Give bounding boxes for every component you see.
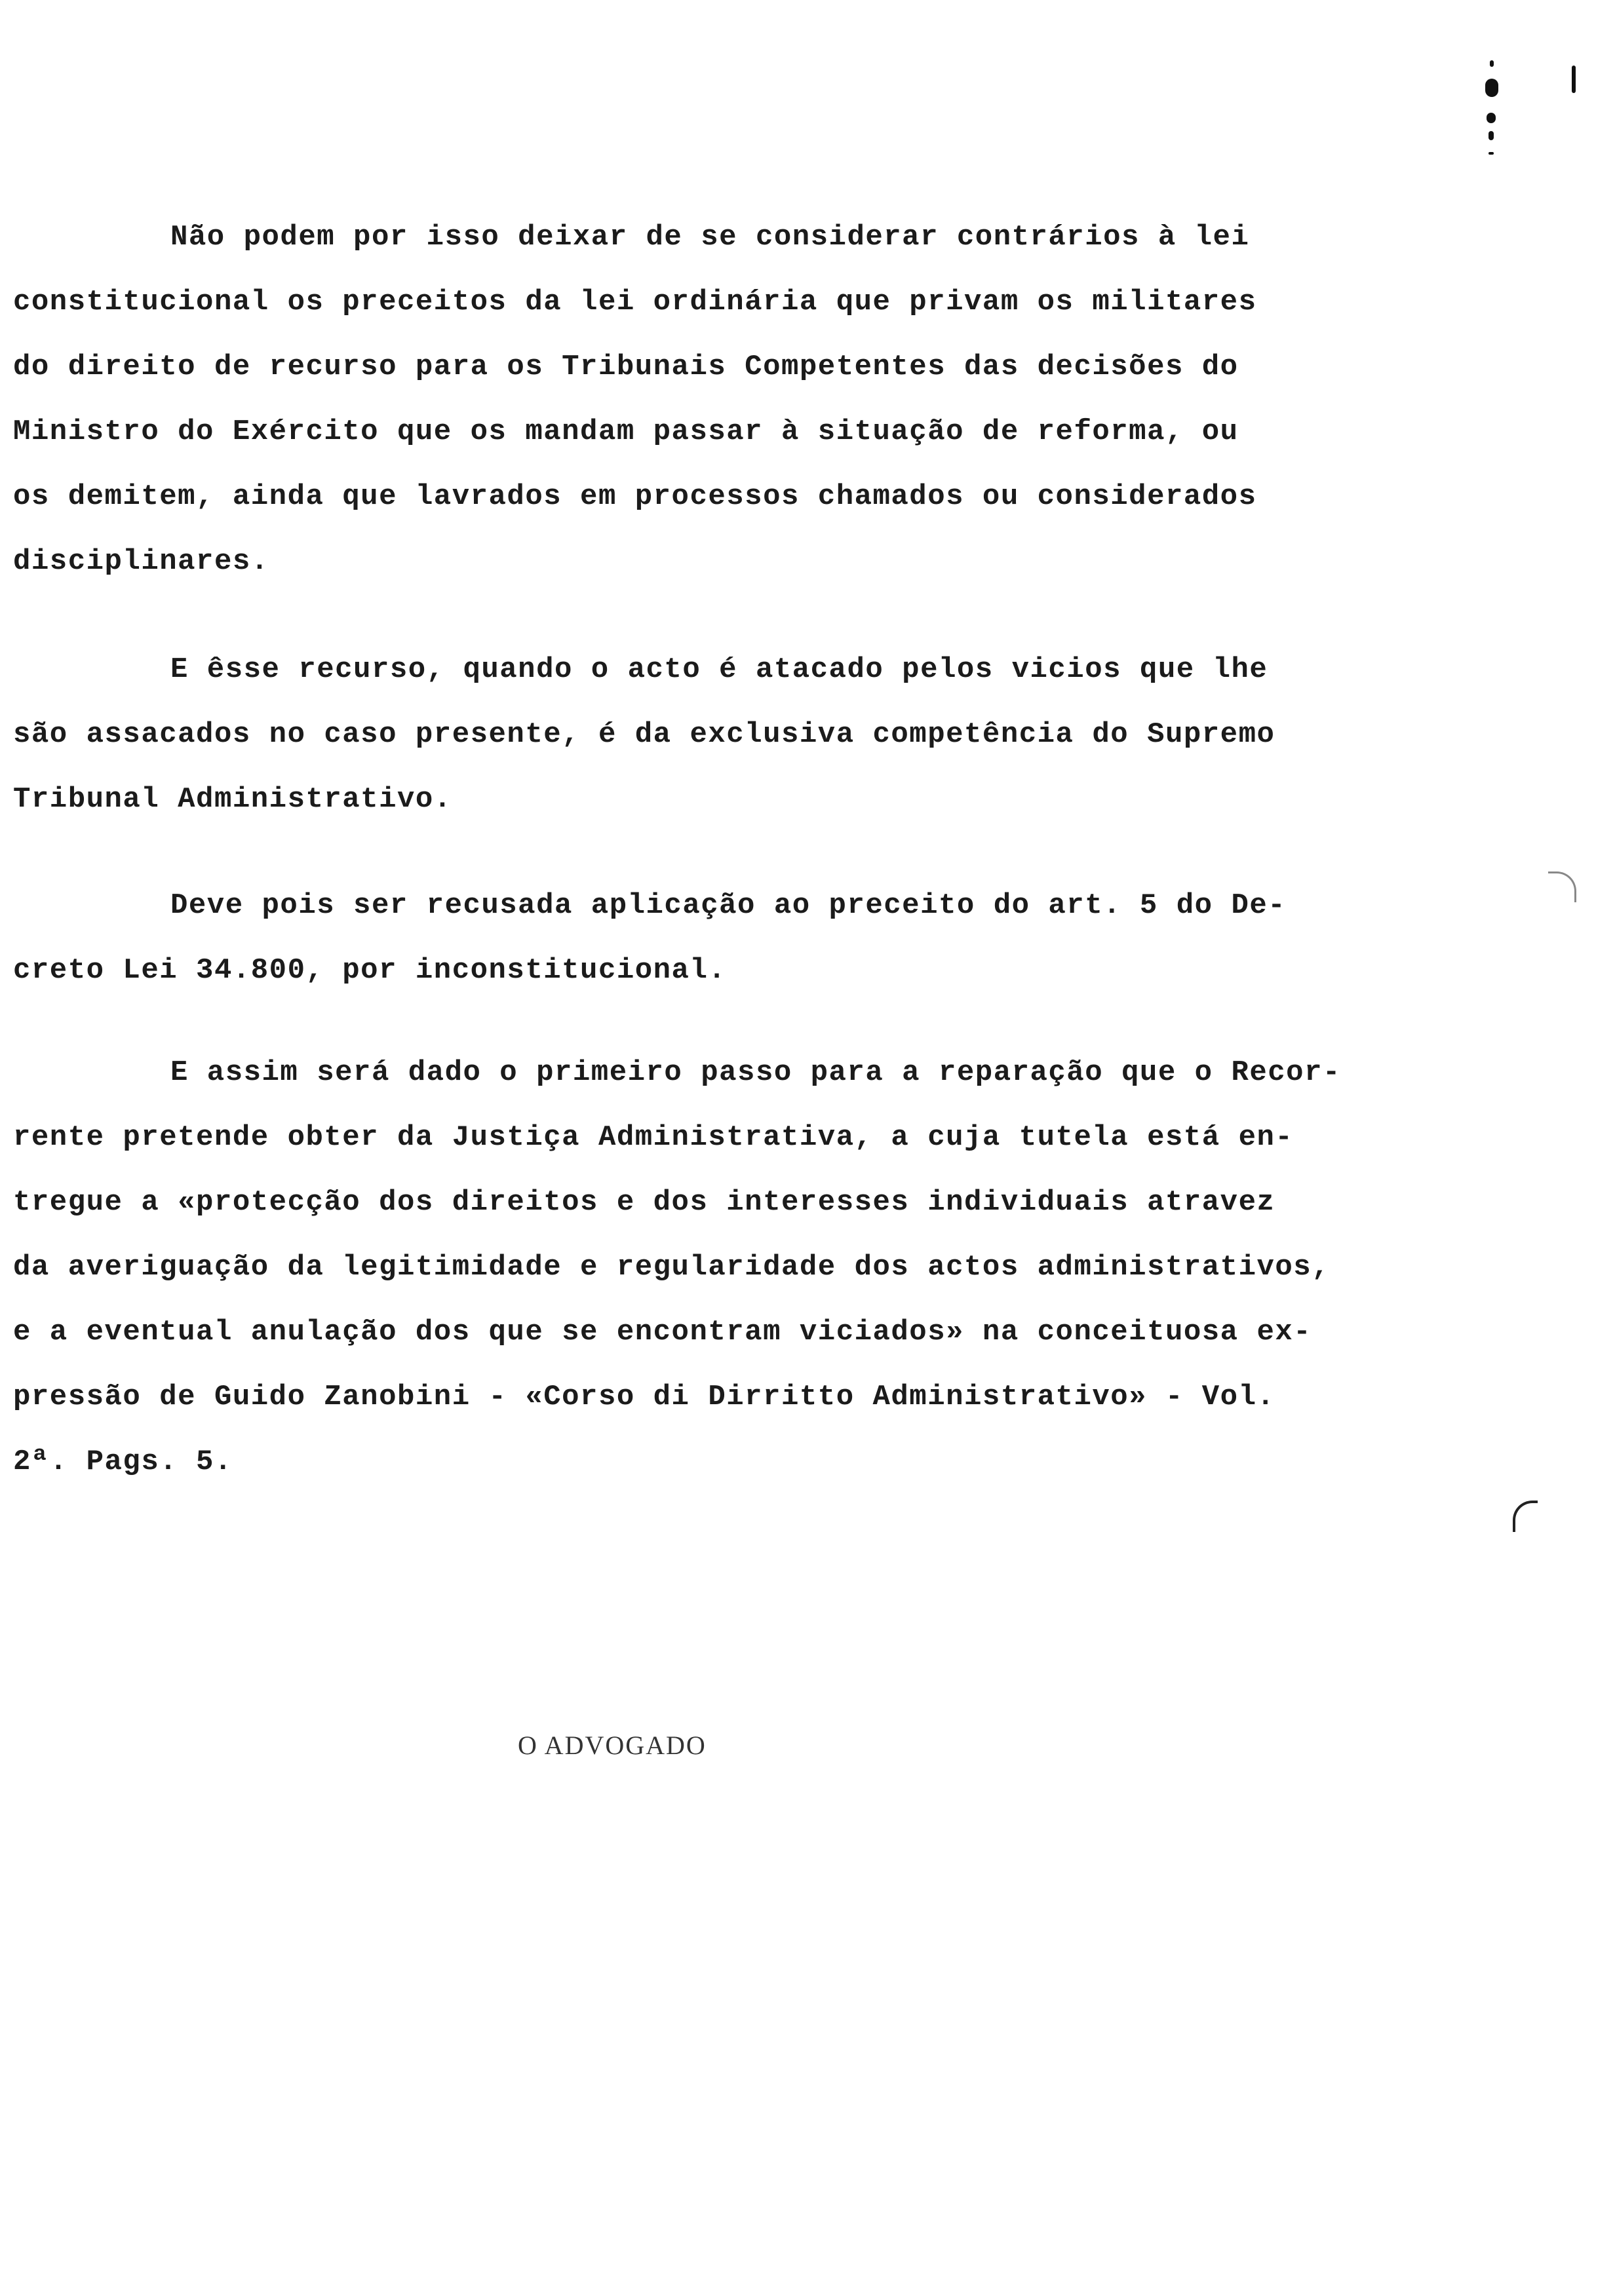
text-line: da averiguação da legitimidade e regularidade dos actos administrativos,: [13, 1251, 1331, 1284]
text-line: Ministro do Exército que os mandam passar à situação de reforma, ou: [13, 415, 1239, 448]
paragraph-unconstitutional-precepts: [13, 205, 1429, 594]
margin-dot-mark: [1489, 131, 1494, 140]
text-line: disciplinares.: [13, 545, 269, 578]
text-line: pressão de Guido Zanobini - «Corso di Dirritto Administrativo» - Vol.: [13, 1381, 1275, 1413]
margin-dot-mark: [1489, 152, 1494, 155]
text-line: rente pretende obter da Justiça Administrativa, a cuja tutela está en-: [13, 1121, 1294, 1154]
text-line: tregue a «protecção dos direitos e dos interesses individuais atravez: [13, 1186, 1275, 1219]
text-line: Deve pois ser recusada aplicação ao preceito do art. 5 do De-: [170, 889, 1287, 922]
text-line: Não podem por isso deixar de se considerar contrários à lei: [170, 221, 1250, 254]
text-line: são assacados no caso presente, é da exclusiva competência do Supremo: [13, 718, 1275, 751]
text-line: 2ª. Pags. 5.: [13, 1445, 233, 1478]
margin-tick-mark: [1572, 66, 1576, 93]
text-line: E êsse recurso, quando o acto é atacado pelos vicios que lhe: [170, 653, 1268, 686]
text-line: e a eventual anulação dos que se encontram viciados» na conceituosa ex-: [13, 1316, 1312, 1349]
scan-artifact-arc: [1513, 1501, 1538, 1532]
paragraph-reparation: [13, 1041, 1429, 1495]
scan-artifact-arc: [1548, 871, 1576, 902]
text-line: constitucional os preceitos da lei ordinária que privam os militares: [13, 286, 1257, 318]
signature-line: O ADVOGADO: [518, 1731, 707, 1760]
margin-dot-mark: [1485, 79, 1498, 97]
text-line: Tribunal Administrativo.: [13, 783, 452, 816]
text-line: do direito de recurso para os Tribunais Competentes das decisões do: [13, 351, 1239, 383]
paragraph-refuse-application: [13, 873, 1429, 1003]
margin-dot-mark: [1487, 113, 1496, 123]
text-line: os demitem, ainda que lavrados em processos chamados ou considerados: [13, 480, 1257, 513]
text-line: E assim será dado o primeiro passo para a reparação que o Recor-: [170, 1056, 1341, 1089]
margin-dot-mark: [1490, 60, 1494, 67]
text-line: creto Lei 34.800, por inconstitucional.: [13, 954, 727, 987]
paragraph-recourse-competence: [13, 638, 1429, 832]
